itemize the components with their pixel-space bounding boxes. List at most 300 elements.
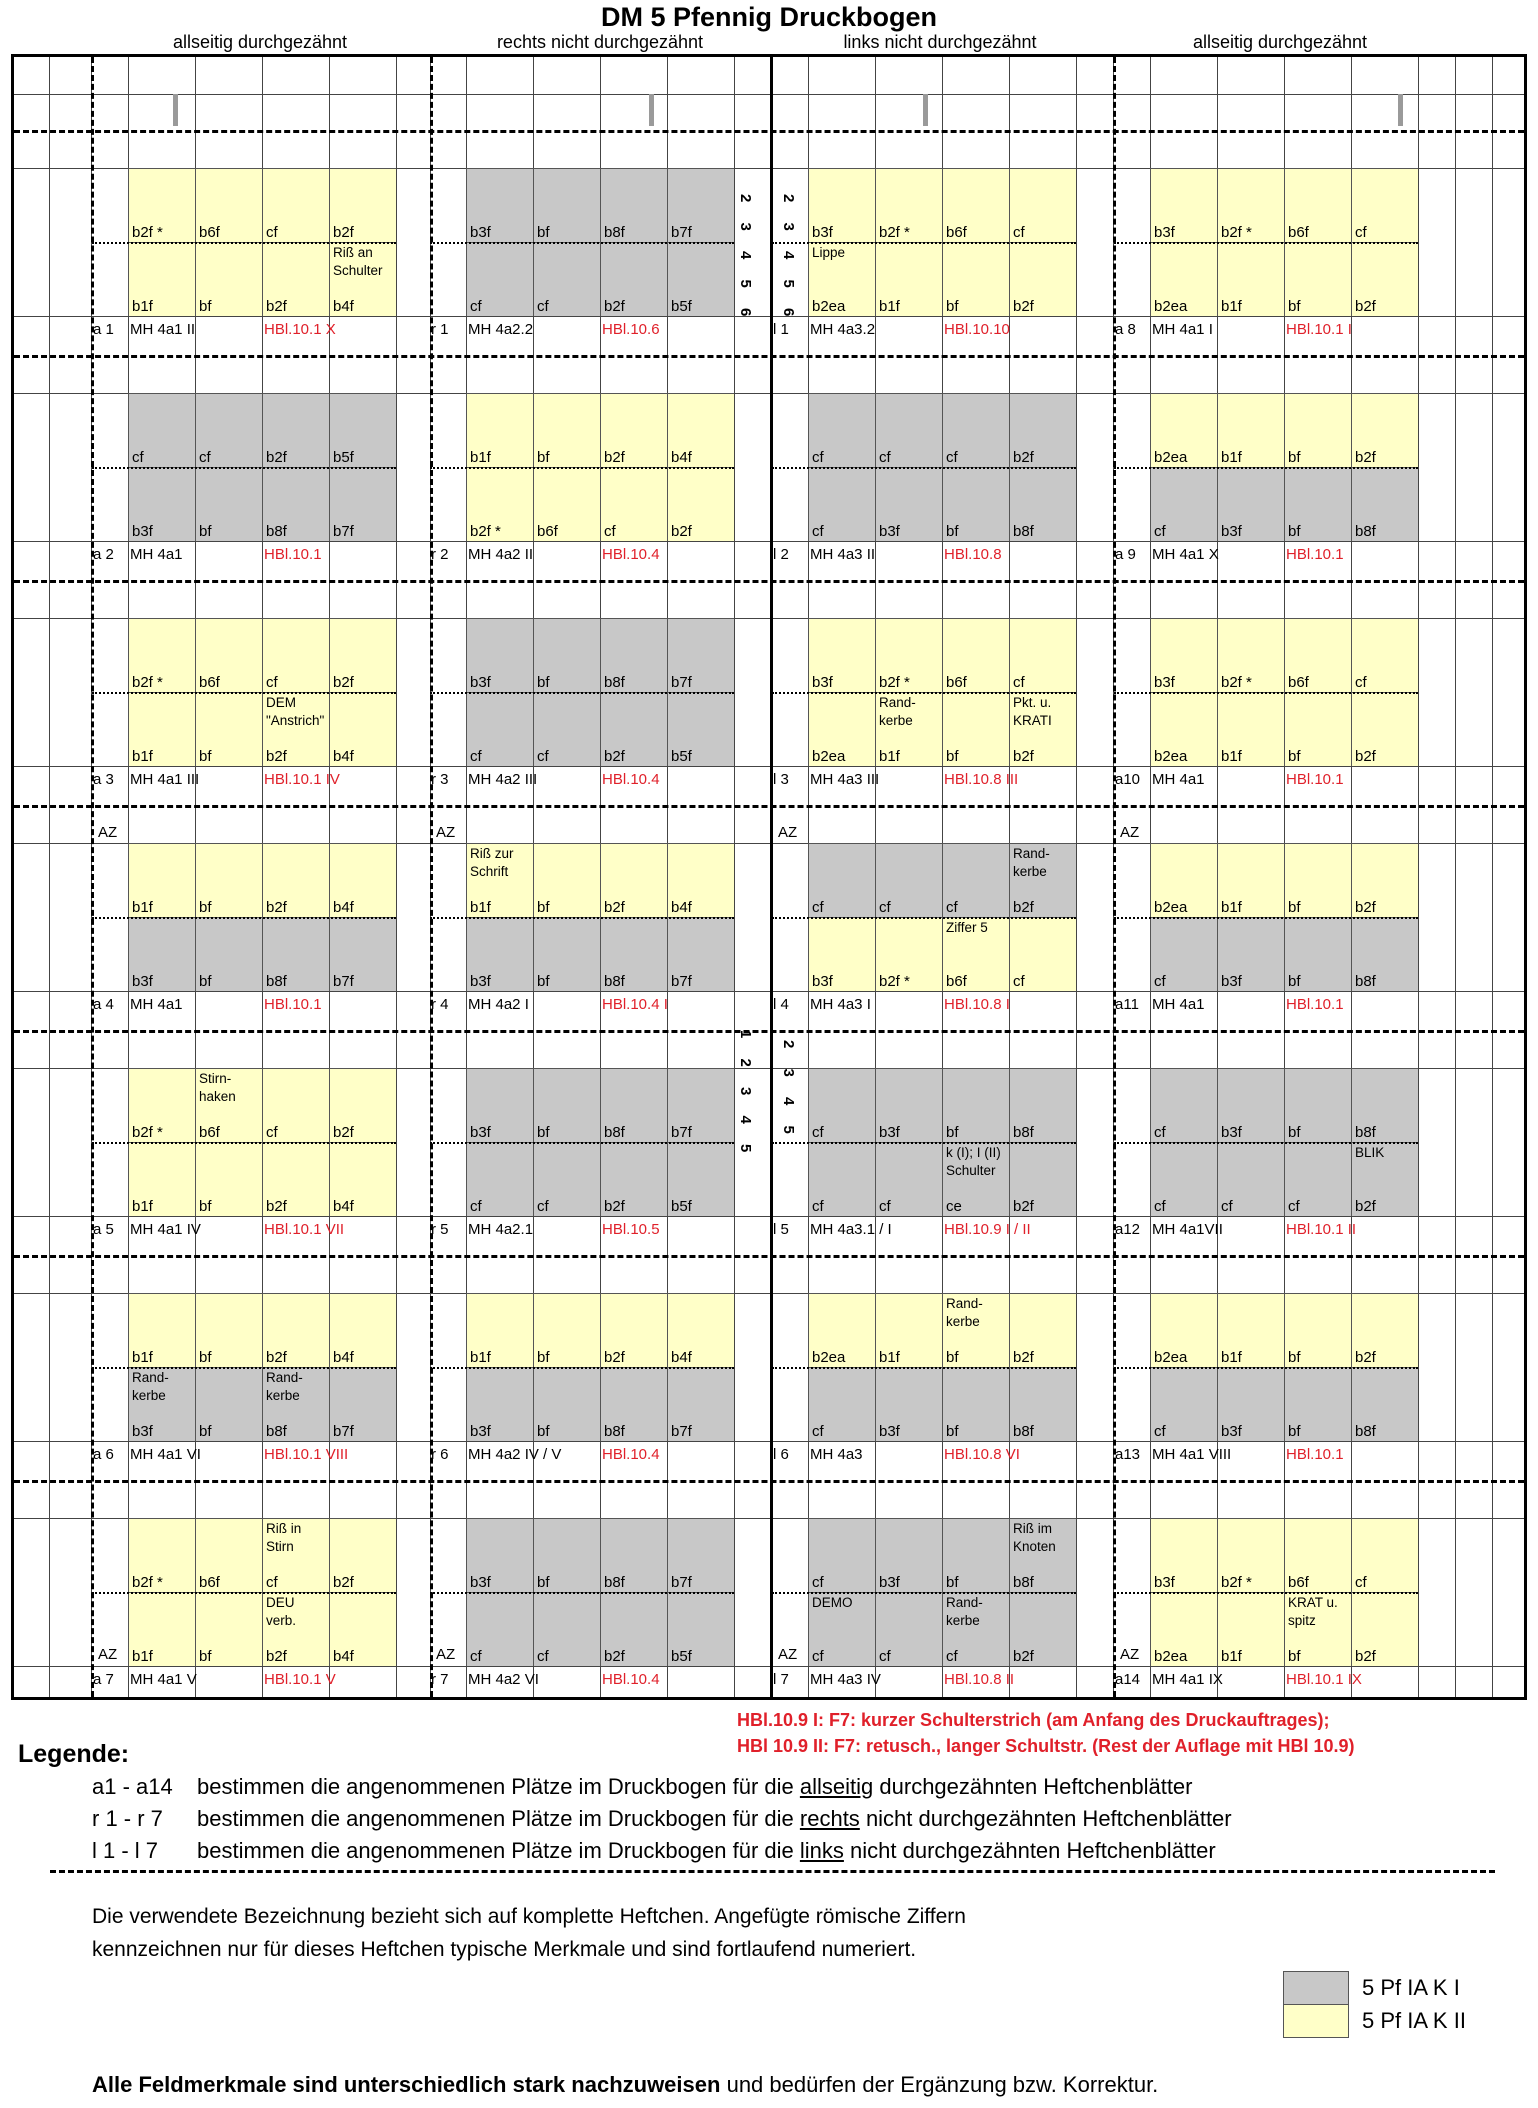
field-code: b3f <box>879 1423 900 1440</box>
field-code: bf <box>1288 1423 1301 1440</box>
legend-entry-r-rest: nicht durchgezähnten Heftchenblätter <box>865 1806 1232 1831</box>
field-code: b2f <box>266 449 287 466</box>
stamp-field-r2-top-4 <box>667 393 734 467</box>
field-code: b2ea <box>812 748 846 765</box>
field-code: b1f <box>1221 748 1242 765</box>
stamp-field-r7-top-1 <box>466 1518 533 1592</box>
perforation-line <box>1114 1367 1418 1369</box>
az-marker: AZ <box>436 1646 456 1663</box>
field-code: b2f <box>1013 748 1034 765</box>
stamp-field-a10-bottom-2 <box>1217 692 1284 766</box>
stamp-field-a6-top-3 <box>262 1293 329 1367</box>
stamp-field-r1-top-2 <box>533 168 600 242</box>
booklet-hbl-number: HBl.10.1 I <box>1286 321 1352 338</box>
field-code: b2f <box>266 748 287 765</box>
field-code: bf <box>946 748 959 765</box>
perforation-line <box>92 1367 396 1369</box>
booklet-mh-number: MH 4a1 VI <box>130 1446 201 1463</box>
stamp-field-r4-top-4 <box>667 843 734 917</box>
field-code: b2ea <box>1154 298 1188 315</box>
booklet-position-id: r 1 <box>431 321 449 338</box>
field-code: cf <box>199 449 211 466</box>
field-code: cf <box>266 674 278 691</box>
booklet-hbl-number: HBl.10.8 <box>944 546 1002 563</box>
booklet-mh-number: MH 4a3 I <box>810 996 871 1013</box>
legend-entry-l-rest: nicht durchgezähnten Heftchenblätter <box>850 1838 1216 1863</box>
field-code: cf <box>1154 973 1166 990</box>
grid-line-vertical <box>734 57 735 1697</box>
stamp-field-r3-top-1 <box>466 618 533 692</box>
register-pin <box>1398 94 1403 126</box>
field-code: b2f <box>1013 1198 1034 1215</box>
stamp-field-a13-bottom-1 <box>1150 1367 1217 1441</box>
field-code: cf <box>266 1574 278 1591</box>
booklet-hbl-number: HBl.10.4 <box>602 771 660 788</box>
stamp-field-r1-bottom-2 <box>533 242 600 316</box>
booklet-mh-number: MH 4a2.1 <box>468 1221 534 1238</box>
field-code: b3f <box>132 1423 153 1440</box>
stamp-field-r3-bottom-3 <box>600 692 667 766</box>
field-code: cf <box>1013 674 1025 691</box>
perforation-line <box>1114 1142 1418 1144</box>
grid-line-horizontal <box>14 541 1524 542</box>
perforation-line <box>772 1592 1076 1594</box>
booklet-mh-number: MH 4a3 IV <box>810 1671 881 1688</box>
stamp-field-a9-bottom-4 <box>1351 467 1418 541</box>
az-marker: AZ <box>1120 1646 1140 1663</box>
legend-entry-a-rest: durchgezähnten Heftchenblätter <box>879 1774 1193 1799</box>
stamp-field-a10-bottom-4 <box>1351 692 1418 766</box>
stamp-field-l6-bottom-3 <box>942 1367 1009 1441</box>
field-code: cf <box>1355 674 1367 691</box>
field-code: b2f <box>1013 1648 1034 1665</box>
booklet-hbl-number: HBl.10.1 IX <box>1286 1671 1362 1688</box>
stamp-field-a9-top-3 <box>1284 393 1351 467</box>
grid-line-vertical <box>1455 57 1456 1697</box>
az-marker: AZ <box>436 824 456 841</box>
stamp-field-a8-bottom-2 <box>1217 242 1284 316</box>
field-code: b2f <box>604 899 625 916</box>
stamp-field-l4-top-2 <box>875 843 942 917</box>
stamp-field-r7-bottom-1 <box>466 1592 533 1666</box>
perforation-line <box>430 1142 734 1144</box>
field-code: b2f <box>671 523 692 540</box>
legend-entry-r <box>197 1806 1232 1832</box>
field-note: KRAT u. spitz <box>1288 1595 1338 1628</box>
field-code: b1f <box>132 748 153 765</box>
perforation-line <box>1114 692 1418 694</box>
field-code: b4f <box>333 1198 354 1215</box>
field-code: b3f <box>1154 674 1175 691</box>
stamp-field-a9-top-2 <box>1217 393 1284 467</box>
grid-line-vertical <box>1492 57 1493 1697</box>
stamp-field-a2-bottom-4 <box>329 467 396 541</box>
field-code: b8f <box>1013 1574 1034 1591</box>
stamp-field-a7-bottom-4 <box>329 1592 396 1666</box>
field-code: b2ea <box>1154 1648 1188 1665</box>
booklet-mh-number: MH 4a2 III <box>468 771 538 788</box>
field-code: b8f <box>604 674 625 691</box>
stamp-field-r4-bottom-4 <box>667 917 734 991</box>
booklet-position-id: a13 <box>1115 1446 1141 1463</box>
field-code: b6f <box>199 224 220 241</box>
field-code: b1f <box>470 1349 491 1366</box>
field-code: cf <box>470 298 482 315</box>
register-pin <box>649 94 654 126</box>
stamp-field-a12-bottom-4 <box>1351 1142 1418 1216</box>
stamp-field-l7-bottom-4 <box>1009 1592 1076 1666</box>
stamp-field-r4-top-2 <box>533 843 600 917</box>
field-code: bf <box>537 224 550 241</box>
field-code: cf <box>1288 1198 1300 1215</box>
booklet-position-id: a 6 <box>93 1446 114 1463</box>
stamp-field-a6-bottom-1 <box>128 1367 195 1441</box>
swatch-gray <box>1283 1971 1349 2005</box>
field-code: b4f <box>333 748 354 765</box>
perforation-line <box>430 917 734 919</box>
stamp-field-l5-bottom-3 <box>942 1142 1009 1216</box>
grid-line-vertical <box>49 57 50 1697</box>
booklet-mh-number: MH 4a2 VI <box>468 1671 539 1688</box>
field-code: bf <box>1288 1349 1301 1366</box>
stamp-field-a10-top-4 <box>1351 618 1418 692</box>
field-note: Riß im Knoten <box>1013 1521 1056 1554</box>
register-pin <box>923 94 928 126</box>
booklet-mh-number: MH 4a1 II <box>130 321 196 338</box>
stamp-field-a3-top-1 <box>128 618 195 692</box>
legend-paragraph-line-1: Die verwendete Bezeichnung bezieht sich auf komplette Heftchen. Angefügte römische Ziffern <box>92 1905 966 1928</box>
field-code: cf <box>537 298 549 315</box>
stamp-field-r7-bottom-3 <box>600 1592 667 1666</box>
band-separator <box>14 355 1524 358</box>
field-code: b3f <box>1154 224 1175 241</box>
field-code: bf <box>1288 973 1301 990</box>
gutter-numbers-left-mid: 1 2 3 4 5 <box>737 1030 754 1161</box>
field-code: b2f <box>604 1648 625 1665</box>
field-code: b3f <box>132 973 153 990</box>
stamp-field-a2-bottom-1 <box>128 467 195 541</box>
field-code: b8f <box>266 523 287 540</box>
field-code: b6f <box>199 674 220 691</box>
field-code: bf <box>1288 523 1301 540</box>
stamp-field-r2-top-1 <box>466 393 533 467</box>
field-code: bf <box>537 973 550 990</box>
booklet-hbl-number: HBl.10.5 <box>602 1221 660 1238</box>
field-code: bf <box>199 1198 212 1215</box>
field-code: b5f <box>333 449 354 466</box>
booklet-hbl-number: HBl.10.1 X <box>264 321 336 338</box>
field-code: b5f <box>671 1198 692 1215</box>
stamp-field-l7-top-4 <box>1009 1518 1076 1592</box>
stamp-field-l7-bottom-1 <box>808 1592 875 1666</box>
field-code: cf <box>1154 1124 1166 1141</box>
stamp-field-a11-bottom-1 <box>1150 917 1217 991</box>
stamp-field-r2-bottom-3 <box>600 467 667 541</box>
stamp-field-a12-bottom-3 <box>1284 1142 1351 1216</box>
field-code: b3f <box>1221 1423 1242 1440</box>
field-code: cf <box>946 449 958 466</box>
field-code: b1f <box>879 1349 900 1366</box>
stamp-field-l3-bottom-2 <box>875 692 942 766</box>
legend-title: Legende: <box>18 1740 130 1768</box>
perforation-line <box>1114 917 1418 919</box>
stamp-field-l3-bottom-4 <box>1009 692 1076 766</box>
stamp-field-a11-bottom-4 <box>1351 917 1418 991</box>
field-code: b3f <box>132 523 153 540</box>
field-code: bf <box>946 298 959 315</box>
register-pin <box>173 94 178 126</box>
booklet-mh-number: MH 4a1 VIII <box>1152 1446 1232 1463</box>
booklet-position-id: a 7 <box>93 1671 114 1688</box>
stamp-field-a4-bottom-2 <box>195 917 262 991</box>
field-code: b3f <box>470 1574 491 1591</box>
field-code: b6f <box>199 1124 220 1141</box>
stamp-field-r3-top-2 <box>533 618 600 692</box>
stamp-field-a7-top-4 <box>329 1518 396 1592</box>
stamp-field-a1-top-1 <box>128 168 195 242</box>
field-note: Riß in Stirn <box>266 1521 302 1554</box>
field-code: b8f <box>604 224 625 241</box>
field-code: cf <box>1013 224 1025 241</box>
stamp-field-a3-top-4 <box>329 618 396 692</box>
stamp-field-l1-bottom-1 <box>808 242 875 316</box>
field-code: b5f <box>671 1648 692 1665</box>
grid-line-horizontal <box>14 1666 1524 1667</box>
booklet-hbl-number: HBl.10.1 VII <box>264 1221 345 1238</box>
field-code: b8f <box>604 1124 625 1141</box>
stamp-field-a10-bottom-3 <box>1284 692 1351 766</box>
field-code: b7f <box>671 674 692 691</box>
stamp-field-a13-top-3 <box>1284 1293 1351 1367</box>
booklet-mh-number: MH 4a2 IV / V <box>468 1446 562 1463</box>
stamp-field-l6-bottom-4 <box>1009 1367 1076 1441</box>
stamp-field-a12-top-4 <box>1351 1068 1418 1142</box>
stamp-field-r6-bottom-4 <box>667 1367 734 1441</box>
field-code: bf <box>199 298 212 315</box>
field-code: b2f <box>604 748 625 765</box>
field-code: bf <box>946 1349 959 1366</box>
field-note: DEM "Anstrich" <box>266 695 325 728</box>
stamp-field-l6-top-3 <box>942 1293 1009 1367</box>
booklet-mh-number: MH 4a3 II <box>810 546 876 563</box>
field-code: b7f <box>333 1423 354 1440</box>
grid-line-horizontal <box>14 1216 1524 1217</box>
final-note-rest: und bedürfen der Ergänzung bzw. Korrektur. <box>726 2072 1159 2097</box>
field-code: bf <box>537 449 550 466</box>
az-marker: AZ <box>98 1646 118 1663</box>
stamp-field-a1-top-4 <box>329 168 396 242</box>
field-code: b6f <box>946 224 967 241</box>
stamp-field-r1-top-4 <box>667 168 734 242</box>
field-code: b3f <box>879 1574 900 1591</box>
perforation-line <box>430 692 734 694</box>
stamp-field-a10-top-2 <box>1217 618 1284 692</box>
field-note: Riß zur Schrift <box>470 846 514 879</box>
group-header-allseitig-left: allseitig durchgezähnt <box>172 32 348 52</box>
field-code: b3f <box>812 674 833 691</box>
stamp-field-r5-top-2 <box>533 1068 600 1142</box>
field-code: cf <box>812 899 824 916</box>
stamp-field-a4-top-4 <box>329 843 396 917</box>
stamp-field-a8-top-3 <box>1284 168 1351 242</box>
field-code: b1f <box>1221 449 1242 466</box>
field-code: bf <box>1288 449 1301 466</box>
stamp-field-a12-top-2 <box>1217 1068 1284 1142</box>
stamp-field-l4-top-4 <box>1009 843 1076 917</box>
field-code: cf <box>132 449 144 466</box>
stamp-field-r4-bottom-1 <box>466 917 533 991</box>
field-code: b2f <box>604 1198 625 1215</box>
booklet-mh-number: MH 4a1 IV <box>130 1221 201 1238</box>
az-marker: AZ <box>778 824 798 841</box>
perforation-line <box>92 1592 396 1594</box>
band-separator <box>14 130 1524 133</box>
field-code: b2f <box>1013 449 1034 466</box>
field-code: b2ea <box>1154 899 1188 916</box>
field-code: b3f <box>879 1124 900 1141</box>
booklet-mh-number: MH 4a2 I <box>468 996 529 1013</box>
stamp-field-l4-top-1 <box>808 843 875 917</box>
field-code: cf <box>946 1648 958 1665</box>
booklet-hbl-number: HBl.10.1 II <box>1286 1221 1357 1238</box>
hbl-note-1: HBl.10.9 I: F7: kurzer Schulterstrich (am Anfang des Druckauftrages); <box>737 1710 1330 1730</box>
stamp-field-a9-bottom-1 <box>1150 467 1217 541</box>
final-note-bold: Alle Feldmerkmale sind unterschiedlich stark nachzuweisen <box>92 2072 721 2097</box>
field-code: b2f <box>1013 1349 1034 1366</box>
stamp-field-l5-bottom-2 <box>875 1142 942 1216</box>
grid-line-horizontal <box>14 766 1524 767</box>
stamp-field-r7-top-3 <box>600 1518 667 1592</box>
stamp-field-a12-top-3 <box>1284 1068 1351 1142</box>
grid-line-vertical <box>396 57 397 1697</box>
stamp-field-a7-bottom-3 <box>262 1592 329 1666</box>
field-code: b2f * <box>132 1124 163 1141</box>
stamp-field-r1-top-1 <box>466 168 533 242</box>
field-note: Rand- kerbe <box>132 1370 169 1403</box>
field-code: b3f <box>1221 523 1242 540</box>
field-code: bf <box>1288 1124 1301 1141</box>
field-code: b7f <box>671 1574 692 1591</box>
field-code: b2f <box>333 1124 354 1141</box>
field-code: bf <box>537 1124 550 1141</box>
booklet-mh-number: MH 4a1 <box>130 546 183 563</box>
field-code: b8f <box>1355 1423 1376 1440</box>
booklet-mh-number: MH 4a3 III <box>810 771 880 788</box>
field-code: b3f <box>1154 1574 1175 1591</box>
legend-divider <box>50 1870 1495 1873</box>
field-note: Rand- kerbe <box>946 1296 983 1329</box>
stamp-field-a4-top-2 <box>195 843 262 917</box>
field-code: b4f <box>671 899 692 916</box>
field-code: b1f <box>132 899 153 916</box>
stamp-field-a6-bottom-4 <box>329 1367 396 1441</box>
field-code: b1f <box>132 1198 153 1215</box>
stamp-field-a14-bottom-2 <box>1217 1592 1284 1666</box>
field-code: cf <box>470 1198 482 1215</box>
stamp-field-a13-bottom-2 <box>1217 1367 1284 1441</box>
stamp-field-a11-top-4 <box>1351 843 1418 917</box>
stamp-field-a13-top-1 <box>1150 1293 1217 1367</box>
stamp-field-a5-top-3 <box>262 1068 329 1142</box>
az-marker: AZ <box>98 824 118 841</box>
stamp-field-a2-top-4 <box>329 393 396 467</box>
field-code: b8f <box>604 973 625 990</box>
field-code: bf <box>946 1574 959 1591</box>
field-code: cf <box>537 1198 549 1215</box>
booklet-mh-number: MH 4a3.2 <box>810 321 876 338</box>
perforation-line <box>1114 242 1418 244</box>
field-code: b8f <box>1013 1124 1034 1141</box>
field-code: cf <box>1154 523 1166 540</box>
field-code: b4f <box>333 899 354 916</box>
stamp-field-r5-top-4 <box>667 1068 734 1142</box>
stamp-field-r6-bottom-2 <box>533 1367 600 1441</box>
field-code: b2f * <box>1221 674 1252 691</box>
field-code: b2ea <box>1154 748 1188 765</box>
field-code: b6f <box>1288 224 1309 241</box>
field-note: Riß an Schulter <box>333 245 383 278</box>
stamp-field-l2-bottom-2 <box>875 467 942 541</box>
field-code: b8f <box>604 1574 625 1591</box>
field-code: b5f <box>671 298 692 315</box>
stamp-field-a14-bottom-1 <box>1150 1592 1217 1666</box>
stamp-field-l2-top-2 <box>875 393 942 467</box>
field-code: bf <box>199 973 212 990</box>
field-code: b2ea <box>1154 449 1188 466</box>
stamp-field-a4-bottom-4 <box>329 917 396 991</box>
field-code: b2f <box>1355 748 1376 765</box>
field-code: cf <box>604 523 616 540</box>
field-code: bf <box>946 1423 959 1440</box>
stamp-field-l7-bottom-3 <box>942 1592 1009 1666</box>
booklet-mh-number: MH 4a1 X <box>1152 546 1219 563</box>
stamp-field-r4-bottom-2 <box>533 917 600 991</box>
stamp-field-a11-bottom-2 <box>1217 917 1284 991</box>
stamp-field-l4-bottom-2 <box>875 917 942 991</box>
legend-key-a: a1 - a14 <box>92 1774 173 1799</box>
stamp-field-r1-bottom-3 <box>600 242 667 316</box>
booklet-position-id: a12 <box>1115 1221 1141 1238</box>
stamp-field-l3-bottom-3 <box>942 692 1009 766</box>
field-code: b6f <box>537 523 558 540</box>
booklet-hbl-number: HBl.10.8 II <box>944 1671 1015 1688</box>
booklet-mh-number: MH 4a1 V <box>130 1671 197 1688</box>
grid-line-horizontal <box>14 1441 1524 1442</box>
stamp-field-l2-bottom-4 <box>1009 467 1076 541</box>
booklet-mh-number: MH 4a1 <box>130 996 183 1013</box>
field-code: bf <box>1288 1648 1301 1665</box>
booklet-hbl-number: HBl.10.6 <box>602 321 660 338</box>
perforation-line <box>772 242 1076 244</box>
stamp-field-a8-top-1 <box>1150 168 1217 242</box>
swatch-yellow <box>1283 2004 1349 2038</box>
stamp-field-a14-bottom-3 <box>1284 1592 1351 1666</box>
stamp-field-a2-bottom-3 <box>262 467 329 541</box>
booklet-position-id: l 7 <box>773 1671 789 1688</box>
field-code: cf <box>812 1648 824 1665</box>
field-code: bf <box>199 523 212 540</box>
field-code: b2f * <box>879 674 910 691</box>
stamp-field-a6-top-2 <box>195 1293 262 1367</box>
stamp-field-a6-bottom-2 <box>195 1367 262 1441</box>
stamp-field-a4-bottom-3 <box>262 917 329 991</box>
stamp-field-r3-bottom-4 <box>667 692 734 766</box>
stamp-field-a3-bottom-4 <box>329 692 396 766</box>
stamp-field-a14-top-1 <box>1150 1518 1217 1592</box>
stamp-field-l3-top-3 <box>942 618 1009 692</box>
field-code: b2ea <box>812 1349 846 1366</box>
booklet-position-id: l 5 <box>773 1221 789 1238</box>
